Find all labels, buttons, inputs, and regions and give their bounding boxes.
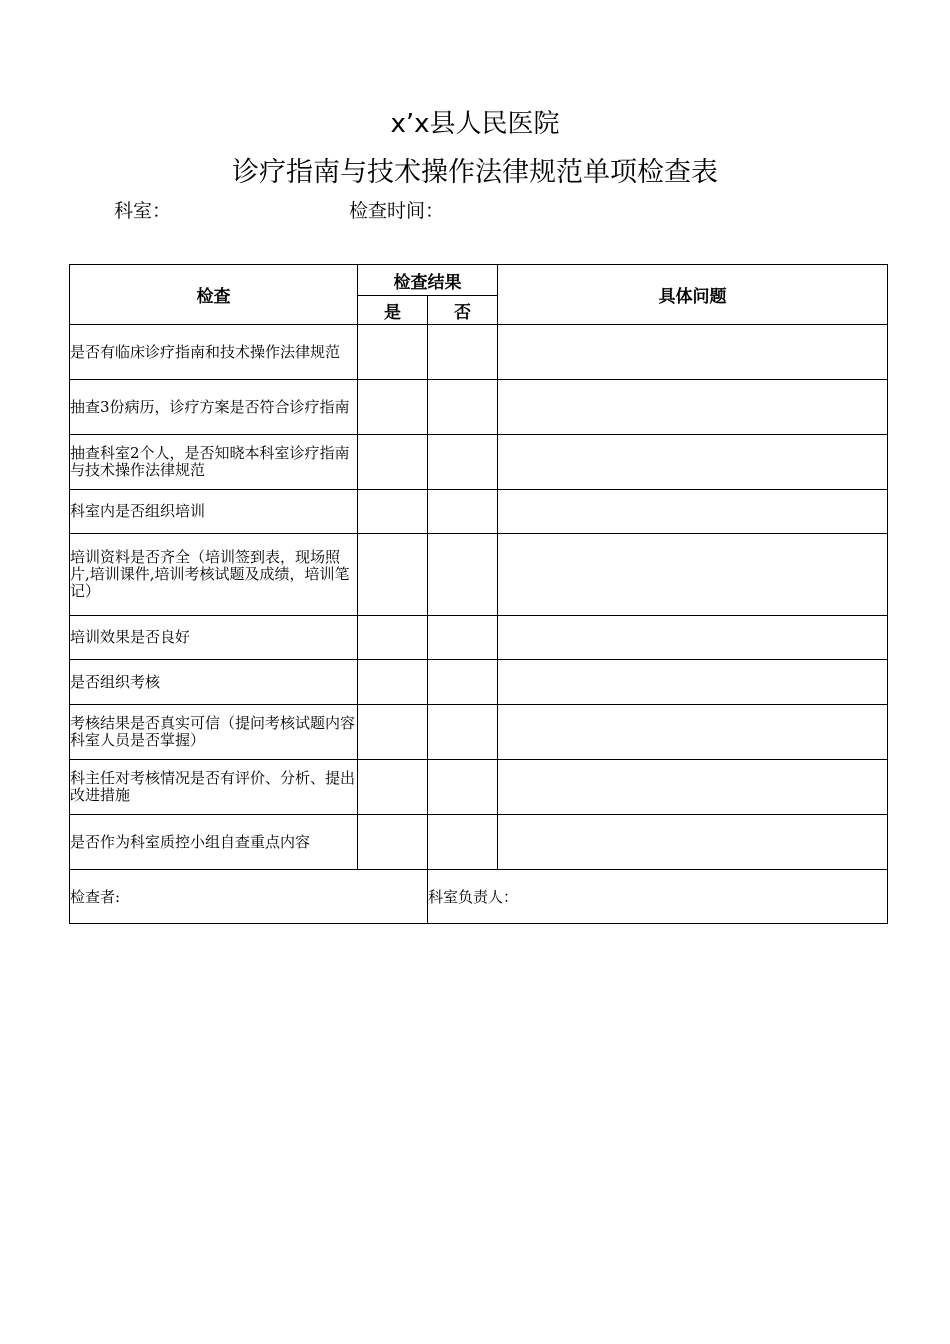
yes-cell[interactable] [358, 325, 428, 380]
issue-cell[interactable] [498, 534, 888, 616]
table-row [70, 490, 888, 534]
table-row [70, 705, 888, 760]
issue-cell[interactable] [498, 325, 888, 380]
header-check: 检查 [70, 265, 358, 325]
check-item: 抽查科室2个人，是否知晓本科室诊疗指南与技术操作法律规范 [70, 435, 358, 490]
check-item: 是否有临床诊疗指南和技术操作法律规范 [70, 325, 358, 380]
issue-cell[interactable] [498, 380, 888, 435]
table-row [70, 616, 888, 660]
header-result: 检查结果 [358, 265, 498, 296]
check-item: 科主任对考核情况是否有评价、分析、提出改进措施 [70, 760, 358, 815]
table-row [70, 380, 888, 435]
yes-cell[interactable] [358, 616, 428, 660]
no-cell[interactable] [428, 760, 498, 815]
no-cell[interactable] [428, 380, 498, 435]
issue-cell[interactable] [498, 616, 888, 660]
check-item: 培训效果是否良好 [70, 616, 358, 660]
yes-cell[interactable] [358, 660, 428, 705]
inspection-table [69, 264, 888, 924]
table-row [70, 325, 888, 380]
inspector-signature[interactable]: 检查者: [70, 870, 428, 924]
no-cell[interactable] [428, 705, 498, 760]
no-cell[interactable] [428, 435, 498, 490]
check-item: 是否组织考核 [70, 660, 358, 705]
signature-row [70, 870, 888, 924]
header-yes: 是 [358, 296, 428, 325]
no-cell[interactable] [428, 616, 498, 660]
no-cell[interactable] [428, 660, 498, 705]
issue-cell[interactable] [498, 760, 888, 815]
check-item: 是否作为科室质控小组自查重点内容 [70, 815, 358, 870]
check-item: 考核结果是否真实可信（提问考核试题内容科室人员是否掌握） [70, 705, 358, 760]
yes-cell[interactable] [358, 815, 428, 870]
yes-cell[interactable] [358, 534, 428, 616]
hospital-name: x’x县人民医院 [390, 109, 560, 139]
check-time-label: 检查时间： [349, 200, 445, 222]
table-row [70, 435, 888, 490]
check-item: 培训资料是否齐全（培训签到表，现场照片,培训课件,培训考核试题及成绩，培训笔记） [70, 534, 358, 616]
issue-cell[interactable] [498, 705, 888, 760]
department-label: 科室： [114, 200, 172, 222]
no-cell[interactable] [428, 815, 498, 870]
no-cell[interactable] [428, 325, 498, 380]
table-row [70, 815, 888, 870]
table-row [70, 760, 888, 815]
check-item: 抽查3份病历，诊疗方案是否符合诊疗指南 [70, 380, 358, 435]
table-row [70, 660, 888, 705]
header-issue: 具体问题 [498, 265, 888, 325]
no-cell[interactable] [428, 490, 498, 534]
table-row [70, 534, 888, 616]
no-cell[interactable] [428, 534, 498, 616]
check-item: 科室内是否组织培训 [70, 490, 358, 534]
yes-cell[interactable] [358, 435, 428, 490]
issue-cell[interactable] [498, 490, 888, 534]
dept-head-signature[interactable]: 科室负责人： [428, 870, 888, 924]
yes-cell[interactable] [358, 380, 428, 435]
issue-cell[interactable] [498, 815, 888, 870]
yes-cell[interactable] [358, 705, 428, 760]
form-title: 诊疗指南与技术操作法律规范单项检查表 [232, 157, 718, 188]
yes-cell[interactable] [358, 760, 428, 815]
issue-cell[interactable] [498, 435, 888, 490]
header-no: 否 [428, 296, 498, 325]
yes-cell[interactable] [358, 490, 428, 534]
issue-cell[interactable] [498, 660, 888, 705]
